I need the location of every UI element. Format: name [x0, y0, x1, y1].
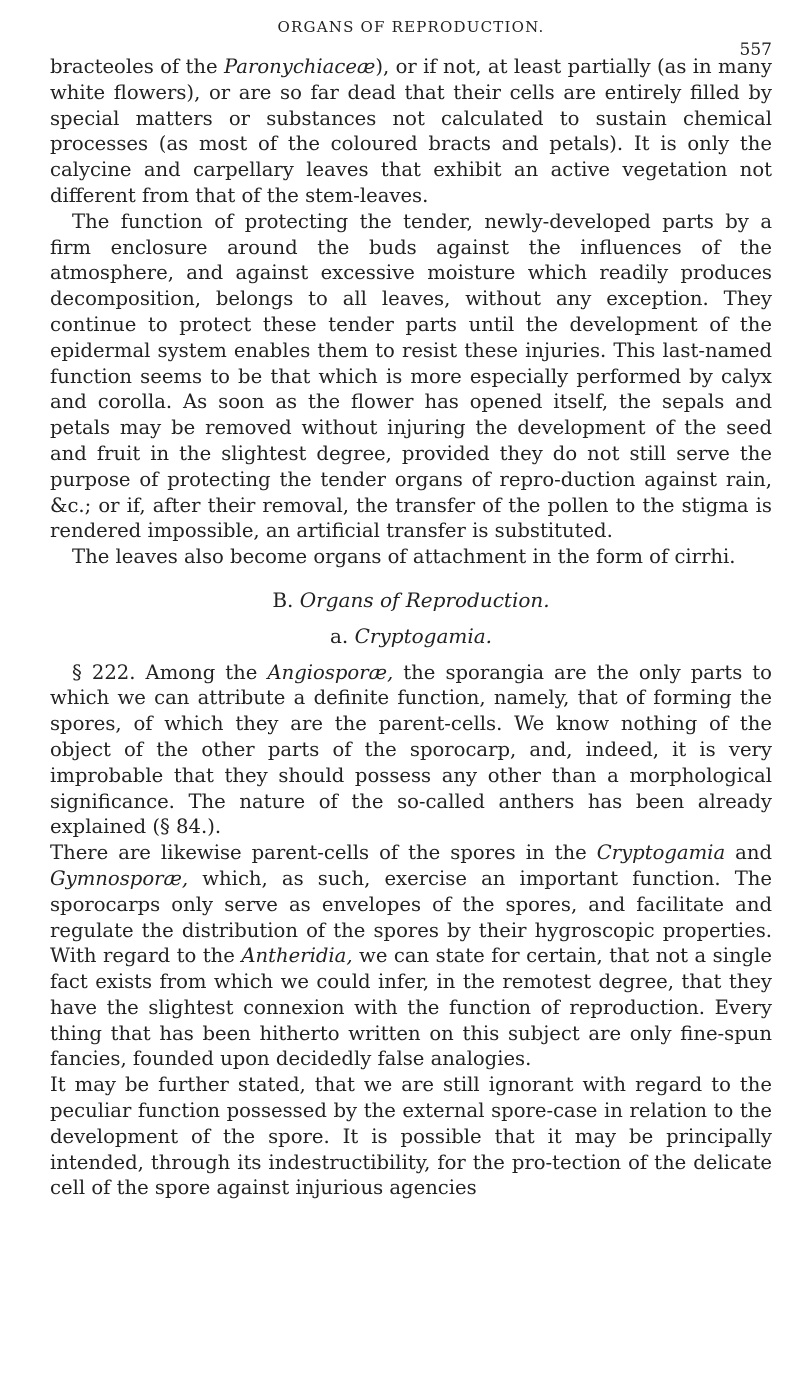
paragraph-text: the sporangia are the only parts to which we can attribute a definite function, namely, that of forming the spores, of which they are the parent-cells. We know nothing of the object of the other parts of the sporocarp, and, indeed, it is very improbable that they should possess any other than a morphological significance. The nature of the so-called anthers has been already explained (§ 84.).: [50, 660, 772, 839]
section-mark: § 222.: [72, 660, 136, 684]
paragraph-parent-cells: [50, 840, 772, 1072]
paragraph-text: and: [735, 841, 773, 865]
paragraph-spore-case: [50, 1072, 772, 1201]
running-title: ORGANS OF REPRODUCTION.: [277, 18, 545, 36]
paragraph-text: The leaves also become organs of attachment in the form of cirrhi.: [72, 545, 736, 569]
section-title: Organs of Reproduction.: [299, 587, 550, 612]
paragraph-text: bracteoles of the Paronychiaceæ), or if not, at least partially (as in many white flowers), or are so far dead that their cells are entirely filled by special matters or substances not calculated to sustain chemical processes (as most of the coloured bracts and petals). It is only the calycine and carpellary leaves that exhibit an active vegetation not different from that of the stem-leaves.: [50, 55, 772, 207]
paragraph-text: It may be further stated, that we are still ignorant with regard to the peculiar function possessed by the external spore-case in relation to the development of the spore. It is possible that it may be principally intended, through its indestructibility, for the pro-tection of the delicate cell of the spore against injurious agencies: [50, 1073, 772, 1200]
subsection-heading: [50, 624, 772, 650]
section-heading: [50, 588, 772, 614]
paragraph-text: There are likewise parent-cells of the spores in the: [50, 841, 587, 865]
page-number: 557: [739, 40, 772, 60]
term-paronychiaceae: Paronychiaceæ: [223, 55, 376, 78]
subsection-title: Cryptogamia.: [354, 623, 493, 648]
paragraph-text: we can state for certain, that not a single fact exists from which we could infer, in the remotest degree, that they have the slightest connexion with the function of reproduction. Every thing that has been hitherto written on this subject are only fine-spun fancies, founded upon decidedly false analogies.: [50, 944, 772, 1071]
term-antheridia: Antheridia,: [241, 944, 353, 968]
paragraph-protection: [50, 209, 772, 544]
body-text: [50, 54, 772, 1201]
term-cryptogamia: Cryptogamia: [596, 841, 726, 865]
term-gymnosporae: Gymnosporæ,: [50, 866, 189, 890]
paragraph-text: The function of protecting the tender, newly-developed parts by a firm enclosure around the buds against the influences of the atmosphere, and against excessive moisture which readily produces decomposition, belongs to all leaves, without any exception. They continue to protect these tender parts until the development of the epidermal system enables them to resist these injuries. This last-named function seems to be that which is more especially performed by calyx and corolla. As soon as the flower has opened itself, the sepals and petals may be removed without injuring the development of the seed and fruit in the slightest degree, provided they do not still serve the purpose of protecting the tender organs of repro-duction against rain, &c.; or if, after their removal, the transfer of the pollen to the stigma is rendered impossible, an artificial transfer is substituted.: [50, 209, 772, 543]
subsection-letter: a.: [329, 623, 349, 648]
running-head: [50, 14, 772, 60]
paragraph-continuation: [50, 54, 772, 209]
paragraph-text: Among the: [145, 660, 258, 684]
paragraph-text: which, as such, exercise an important function. The sporocarps only serve as envelopes of the spores, and facilitate and regulate the distribution of the spores by their hygroscopic properties. With regard to the: [50, 866, 772, 968]
paragraph-section-222: [50, 660, 772, 841]
term-angiosporae: Angiosporæ,: [267, 660, 394, 684]
paragraph-cirrhi: [50, 544, 772, 570]
section-letter: B.: [272, 587, 294, 612]
